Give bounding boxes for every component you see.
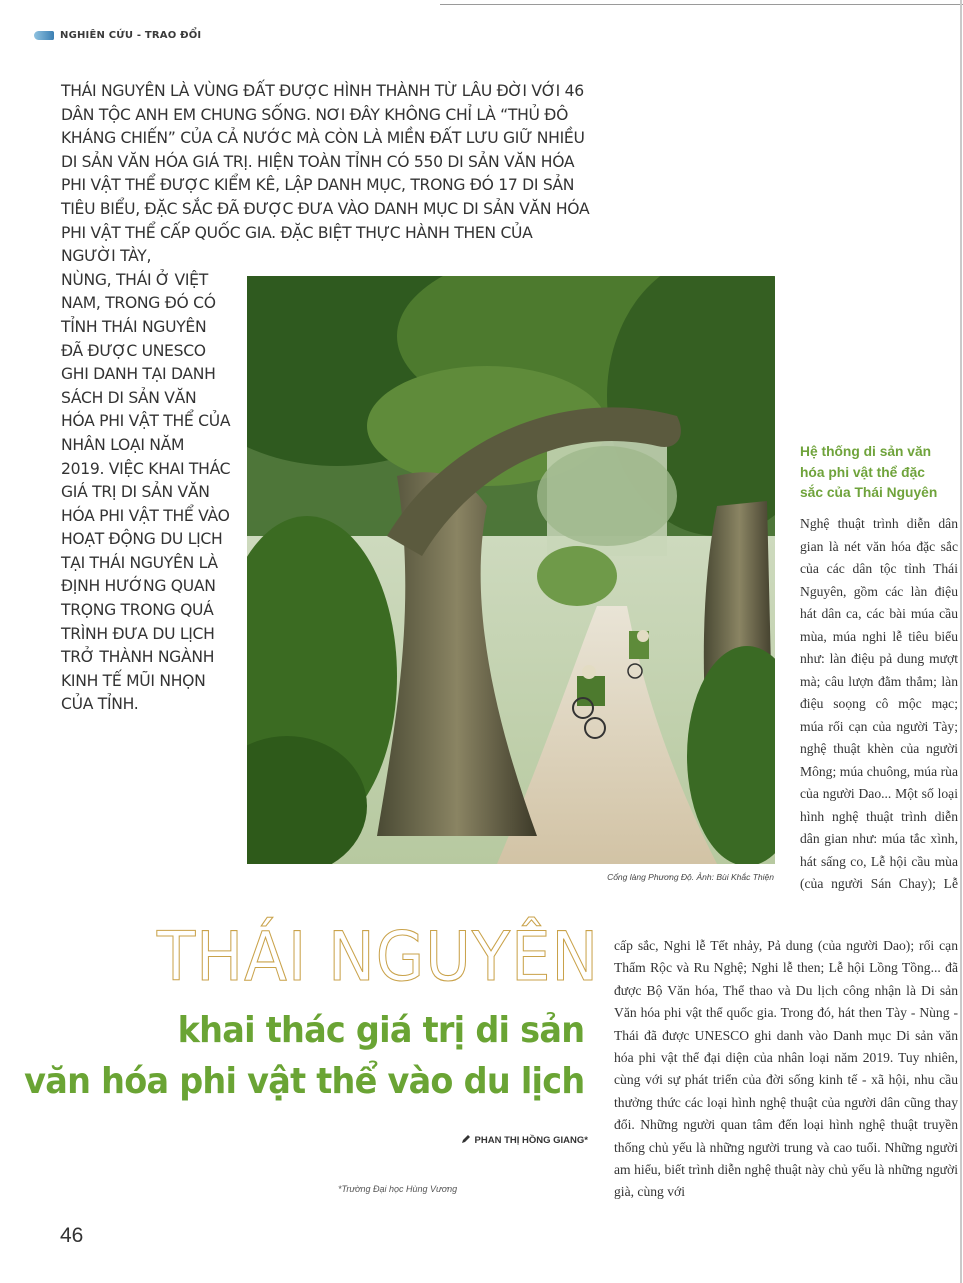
top-rule bbox=[440, 4, 963, 5]
lead-top-text: THÁI NGUYÊN LÀ VÙNG ĐẤT ĐƯỢC HÌNH THÀNH TỪ LÂU ĐỜI VỚI 46 DÂN TỘC ANH EM CHUNG SỐNG. NƠI ĐÂY KHÔNG CHỈ LÀ “THỦ ĐÔ KHÁNG CHIẾN” CỦA CẢ NƯỚC MÀ CÒN LÀ MIỀN ĐẤT LƯU GIỮ NHIỀU DI SẢN VĂN HÓA GIÁ TRỊ. HIỆN TOÀN TỈNH CÓ 550 DI SẢN VĂN HÓA PHI VẬT THỂ ĐƯỢC KIỂM KÊ, LẬP DANH MỤC, TRONG ĐÓ 17 DI SẢN TIÊU BIỂU, ĐẶC SẮC ĐÃ ĐƯỢC ĐƯA VÀO DANH MỤC DI SẢN VĂN HÓA PHI VẬT THỂ CẤP QUỐC GIA. ĐẶC BIỆT THỰC HÀNH THEN CỦA NGƯỜI TÀY, bbox=[61, 82, 590, 266]
author-byline bbox=[466, 1134, 588, 1147]
village-gate-photo bbox=[247, 276, 775, 864]
pen-icon bbox=[461, 1134, 471, 1147]
article-subtitle-line-1: khai thác giá trị di sản bbox=[177, 1010, 584, 1051]
article-subtitle-line-2: văn hóa phi vật thể vào du lịch bbox=[23, 1061, 584, 1102]
section-marker-icon bbox=[34, 31, 54, 40]
sidebar-body-wide: cấp sắc, Nghi lễ Tết nhảy, Pả dung (của người Dao); rối cạn Thẩm Rộc và Ru Nghệ; Nghi lễ then; Lễ hội Lồng Tồng... đã được Bộ Văn hóa, Thể thao và Du lịch công nhận là Di sản Văn hóa phi vật thể quốc gia. Trong đó, hát then Tày - Nùng - Thái đã được UNESCO ghi danh vào Danh mục Di sản văn hóa phi vật thể đại diện của nhân loại năm 2019. Tuy nhiên, cùng với sự phát triển của đời sống kinh tế - xã hội, nhu cầu thưởng thức các loại hình nghệ thuật của người dân cũng thay đổi. Những người quan tâm đến loại hình nghệ thuật truyền thống chủ yếu là những người trung và cao tuổi. Những người am hiểu, biết trình diễn nghệ thuật này chủ yếu là những người già, cùng với bbox=[614, 938, 958, 1200]
author-footnote: *Trường Đại học Hùng Vương bbox=[338, 1184, 458, 1194]
photo-caption: Cổng làng Phương Độ. Ảnh: Bùi Khắc Thiện bbox=[607, 872, 774, 882]
author-name: PHAN THỊ HỒNG GIANG* bbox=[474, 1135, 588, 1146]
page-edge-rule bbox=[960, 0, 962, 1283]
sidebar-heading: Hệ thống di sản văn hóa phi vật thể đặc sắc của Thái Nguyên bbox=[800, 444, 938, 500]
section-header bbox=[34, 30, 201, 41]
page-number: 46 bbox=[60, 1224, 84, 1247]
article-title: THÁI NGUYÊN bbox=[157, 918, 600, 997]
sidebar-body-narrow: Nghệ thuật trình diễn dân gian là nét văn hóa đặc sắc của các dân tộc tỉnh Thái Nguyên, gồm các làn điệu hát dân ca, các bài múa cầu mùa, múa nghi lễ tiêu biểu như: làn điệu pả dung mượt mà; câu lượn đằm thắm; làn điệu soọng cô mộc mạc; múa rối cạn của người Tày; nghệ thuật khèn của người Mông; múa chuông, múa rùa của người Dao... Một số loại hình nghệ thuật trình diễn dân gian như: múa tắc xình, hát sấng co, Lễ hội cầu mùa (của người Sán Chay); Lễ bbox=[800, 516, 958, 891]
lead-narrow-text: NÙNG, THÁI Ở VIỆT NAM, TRONG ĐÓ CÓ TỈNH THÁI NGUYÊN ĐÃ ĐƯỢC UNESCO GHI DANH TẠI DANH SÁCH DI SẢN VĂN HÓA PHI VẬT THỂ CỦA NHÂN LOẠI NĂM 2019. VIỆC KHAI THÁC GIÁ TRỊ DI SẢN VĂN HÓA PHI VẬT THỂ VÀO HOẠT ĐỘNG DU LỊCH TẠI THÁI NGUYÊN LÀ ĐỊNH HƯỚNG QUAN TRỌNG TRONG QUÁ TRÌNH ĐƯA DU LỊCH TRỞ THÀNH NGÀNH KINH TẾ MŨI NHỌN CỦA TỈNH. bbox=[61, 270, 231, 714]
photo-illustration bbox=[247, 276, 775, 864]
section-label-text: NGHIÊN CỨU - TRAO ĐỔI bbox=[60, 30, 202, 41]
